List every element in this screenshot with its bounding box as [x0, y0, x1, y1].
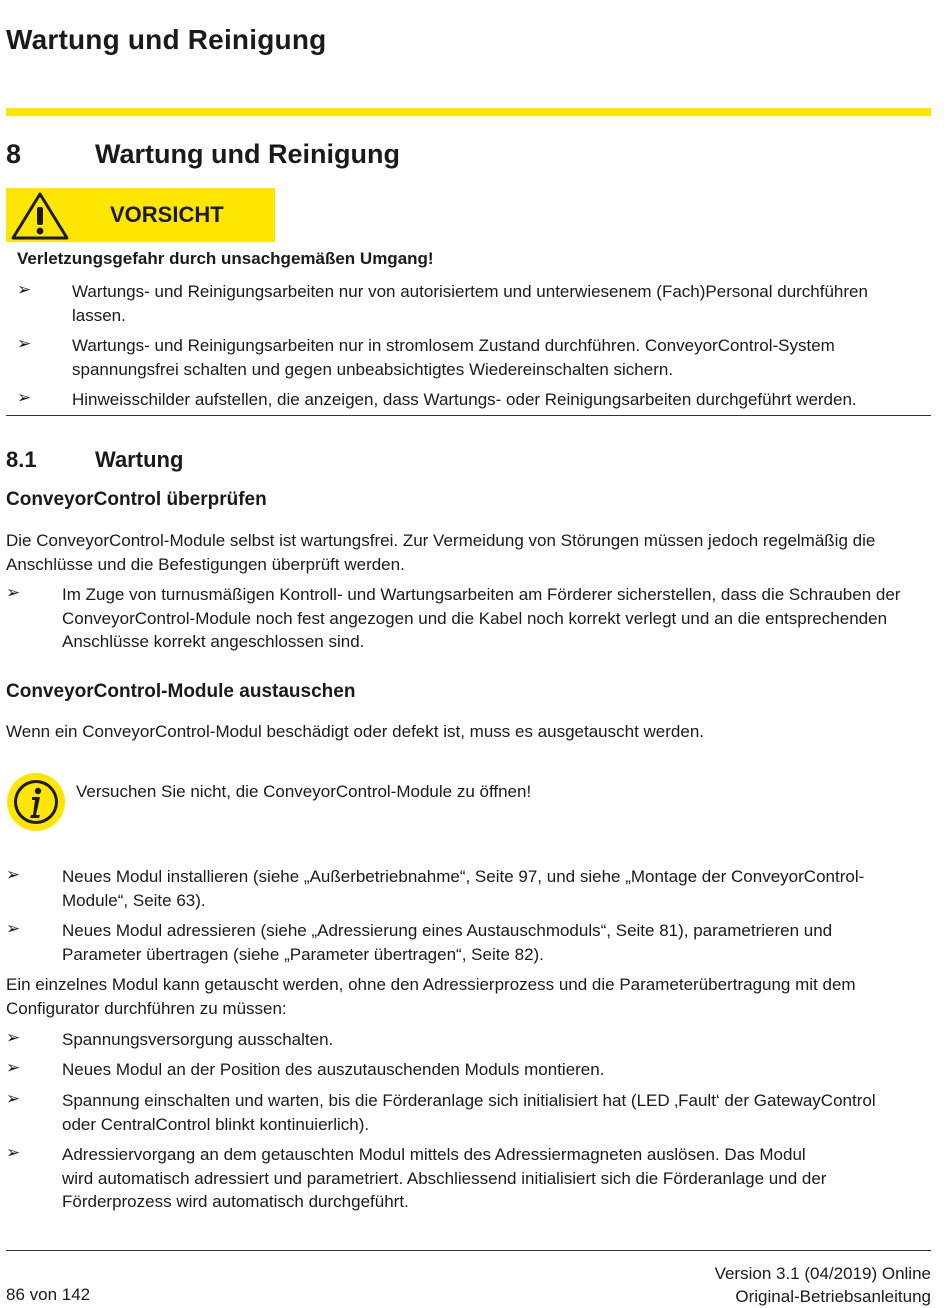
warning-triangle-icon — [10, 191, 70, 241]
running-header-title: Wartung und Reinigung — [6, 24, 327, 55]
bullet-icon: ➢ — [6, 1028, 21, 1047]
single-step — [62, 1143, 826, 1214]
paragraph-line: Module“, Seite 63). — [62, 890, 206, 910]
paragraph-line: oder CentralControl blinkt kontinuierlich). — [62, 1114, 370, 1134]
caution-item-line: Wartungs- und Reinigungsarbeiten nur in stromlosem Zustand durchführen. ConveyorControl-System — [72, 336, 835, 355]
caution-label: VORSICHT — [110, 202, 224, 227]
chapter-number: 8 — [6, 139, 22, 169]
paragraph-line: Ein einzelnes Modul kann getauscht werden, ohne den Adressierprozess und die Parameterübertragung mit dem — [6, 975, 856, 994]
page-number: 86 von 142 — [6, 1285, 91, 1304]
paragraph-line: Neues Modul adressieren (siehe „Adressierung eines Austauschmoduls“, Seite 81), parametrieren und — [62, 921, 833, 940]
caution-item — [72, 388, 857, 412]
caution-headline: Verletzungsgefahr durch unsachgemäßen Umgang! — [17, 249, 434, 268]
paragraph-line: Förderprozess wird automatisch durchgeführt. — [62, 1192, 409, 1211]
subheading-replace: ConveyorControl-Module austauschen — [6, 681, 356, 702]
divider — [6, 415, 931, 416]
info-text: Versuchen Sie nicht, die ConveyorControl-Module zu öffnen! — [76, 782, 532, 801]
check-intro — [6, 529, 875, 576]
replace-intro: Wenn ein ConveyorControl-Modul beschädigt oder defekt ist, muss es ausgetauscht werden. — [6, 722, 705, 741]
caution-item — [72, 280, 868, 327]
caution-item-line: Wartungs- und Reinigungsarbeiten nur von autorisiertem und unterwiesenem (Fach)Personal durchführen — [72, 282, 868, 301]
caution-item-line: Hinweisschilder aufstellen, die anzeigen, dass Wartungs- oder Reinigungsarbeiten durchgeführt werden. — [72, 390, 857, 409]
bullet-icon: ➢ — [17, 280, 32, 299]
caution-item-line: lassen. — [72, 305, 126, 325]
footer-version-block — [715, 1262, 931, 1308]
bullet-icon: ➢ — [6, 1089, 21, 1108]
single-step: Neues Modul an der Position des auszutauschenden Moduls montieren. — [62, 1060, 605, 1079]
paragraph-line: Anschlüsse korrekt angeschlossen sind. — [62, 632, 365, 651]
bullet-icon: ➢ — [6, 919, 21, 938]
replace-step — [62, 865, 864, 912]
footer-version: Version 3.1 (04/2019) Online — [714, 1264, 931, 1283]
single-step: Spannungsversorgung ausschalten. — [62, 1030, 334, 1049]
caution-item — [72, 334, 835, 381]
bullet-icon: ➢ — [6, 1058, 21, 1077]
paragraph-line: Adressiervorgang an dem getauschten Modul mittels des Adressiermagneten auslösen. Das Modul — [62, 1145, 806, 1164]
subheading-check: ConveyorControl überprüfen — [6, 489, 267, 510]
header-accent-bar — [6, 108, 931, 116]
check-bullet — [62, 583, 900, 654]
paragraph-line: wird automatisch adressiert und parametriert. Abschliessend initialisiert sich die Förderanlage und der — [62, 1168, 827, 1188]
paragraph-line: Anschlüsse und die Befestigungen überprüft werden. — [6, 554, 405, 574]
bullet-icon: ➢ — [6, 1143, 21, 1162]
bullet-icon: ➢ — [6, 583, 21, 602]
paragraph-line: Neues Modul installieren (siehe „Außerbetriebnahme“, Seite 97, und siehe „Montage der ConveyorControl- — [62, 867, 865, 886]
replace-step — [62, 919, 832, 966]
footer-divider — [6, 1250, 931, 1251]
bullet-icon: ➢ — [17, 334, 32, 353]
caution-item-line: spannungsfrei schalten und gegen unbeabsichtigtes Wiedereinschalten sichern. — [72, 359, 674, 379]
single-module-intro — [6, 973, 856, 1020]
paragraph-line: Parameter übertragen (siehe „Parameter übertragen“, Seite 82). — [62, 944, 544, 964]
footer-doc-type: Original-Betriebsanleitung — [735, 1287, 931, 1306]
bullet-icon: ➢ — [6, 865, 21, 884]
caution-banner — [6, 188, 275, 242]
paragraph-line: Configurator durchführen zu müssen: — [6, 998, 287, 1018]
info-icon — [6, 772, 66, 832]
section-title: Wartung — [95, 447, 184, 472]
paragraph-line: Spannung einschalten und warten, bis die Förderanlage sich initialisiert hat (LED ‚Fault‘ der GatewayControl — [62, 1091, 876, 1110]
section-number: 8.1 — [6, 447, 37, 472]
chapter-title: Wartung und Reinigung — [95, 139, 400, 169]
paragraph-line: Die ConveyorControl-Module selbst ist wartungsfrei. Zur Vermeidung von Störungen müssen jedoch regelmäßig die — [6, 531, 876, 550]
bullet-icon: ➢ — [17, 388, 32, 407]
paragraph-line: ConveyorControl-Module noch fest angezogen und die Kabel noch korrekt verlegt und an die entsprechenden — [62, 608, 888, 628]
paragraph-line: Im Zuge von turnusmäßigen Kontroll- und Wartungsarbeiten am Förderer sicherstellen, dass die Schrauben der — [62, 585, 901, 604]
single-step — [62, 1089, 876, 1136]
